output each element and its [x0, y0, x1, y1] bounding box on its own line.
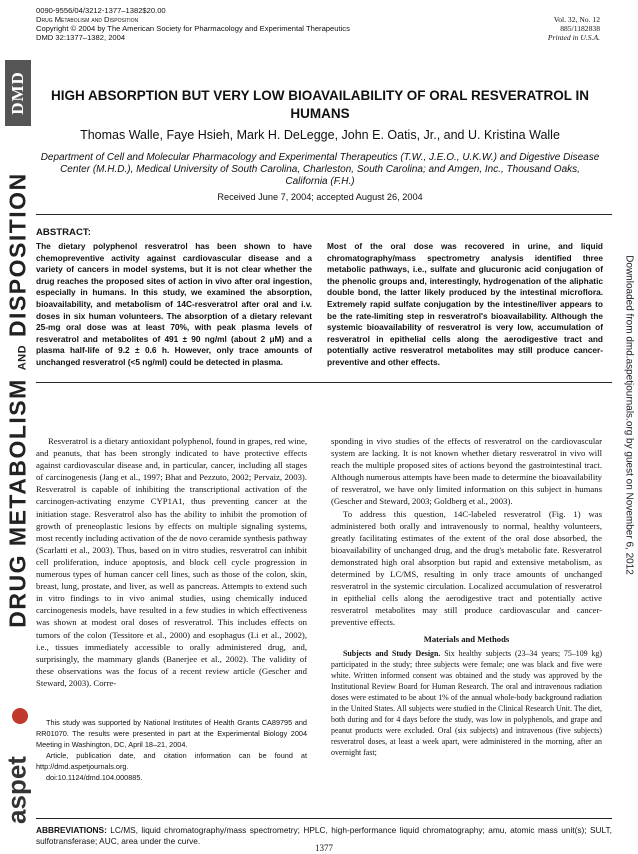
divider-bottom: [36, 818, 612, 819]
abbreviations-block: ABBREVIATIONS: LC/MS, liquid chromatography/mass spectrometry; HPLC, high-performance liquid chromatography; amu, atomic mass unit(s); SULT, sulfotransferase; AUC, area under the curve.: [36, 825, 612, 846]
journal-side-banner: [3, 60, 33, 670]
methods-paragraph: Subjects and Study Design. Six healthy subjects (23–34 years; 75–109 kg) participated in the study; three subjects were female; one was black and five were white. Written informed consent was obtained and the study was approved by the Institutional Review Board for Human Research. The oral and intravenous radiation doses were estimated to be about 1% of the annual whole-body background radiation in the United States. All subjects were studied in the Clinical Research Unit. The diet, both during and for 4 days before the study, was low in polyphenols, and grape and peanut products were excluded. Oral (six subjects) and intravenous (five subjects) resveratrol doses, at least a week apart, were administered in the morning, after an overnight fast;: [331, 648, 602, 757]
aspet-logo-icon: [12, 708, 28, 724]
dmd-logo: DMD: [5, 60, 31, 126]
abstract-heading: ABSTRACT:: [36, 227, 91, 238]
divider-top: [36, 214, 612, 215]
paper-affiliation: Department of Cell and Molecular Pharmacology and Experimental Therapeutics (T.W., J.E.O., U.K.W.) and Digestive Disease Center (M.H.D.), Medical University of South Carolina, Charleston, South Carolina; and Amgen, Inc., Thousand Oaks, California (F.H.): [40, 152, 600, 187]
received-dates: Received June 7, 2004; accepted August 26, 2004: [217, 192, 423, 202]
intro-continuation: sponding in vivo studies of the effects of resveratrol on the cardiovascular system are lacking. It is not known whether dietary resveratrol in vivo will reach the multiple proposed sites of actions beyond the gastrointestinal tract. Although numerous attempts have been made to determine the bioavailability of resveratrol, we have only limited information on this subject in humans (Gescher and Steward, 2003; Goldberg et al., 2003).: [331, 436, 602, 507]
question-paragraph: To address this question, 14C-labeled resveratrol (Fig. 1) was administered both orally and intravenously to normal, healthy volunteers, greatly facilitating estimates of the extent of the oral dose absorbed, the bioavailability of unchanged drug, and the drug's metabolic fate. Resveratrol demonstrated high oral absorption but rapid and extensive metabolism, as determined by LC/MS, resulting in only trace amounts of unchanged resveratrol in the systemic circulation. Localized accumulation of resveratrol in epithelial cells along the aerodigestive tract and potentially active resveratrol metabolites may still produce cardiovascular and cancer-preventive effects.: [331, 508, 602, 628]
abstract-right-column: Most of the oral dose was recovered in urine, and liquid chromatography/mass spectrometry analysis identified three metabolic pathways, i.e., sulfate and glucuronic acid conjugation of the phenolic groups and, interestingly, hydrogenation of the aliphatic double bond, the latter likely produced by the intestinal microflora. Extremely rapid sulfate conjugation by the intestine/liver appears to be the rate-limiting step in resveratrol's bioavailability. Although the systemic bioavailability of resveratrol is very low, accumulation of resveratrol in epithelial cells along the aerodigestive tract and potentially active resveratrol metabolites may still produce cancer-preventive and other effects.: [327, 241, 603, 367]
intro-paragraph: Resveratrol is a dietary antioxidant polyphenol, found in grapes, red wine, and peanuts, that has been strongly indicated to have protective effects against cardiovascular disease and, in particular, cancer, including all stages of carcinogenesis (Jang et al., 1997; Bhat and Pezzuto, 2002; Pervaiz, 2003). Resveratrol is capable of inhibiting the transcriptional activation of the carcinogen-activating enzyme CYP1A1, thus preventing cancer at the initiation stage. Resveratrol also has the ability to inhibit the promotion of growth of preneoplastic lesions by effects on multiple signaling systems, most recently including activation of the de novo ceramide synthesis pathway (Scarlatti et al., 2003). Thus, based on in vitro studies, resveratrol can inhibit cell proliferation, induce apoptosis, and block cell cycle progression in numerous types of human cancer cell lines, such as those of the colon, skin, breast, lung, prostate, and liver, as well as pancreas. Attempts to extend such in vitro findings to in vivo animal studies, using chemically induced carcinogenesis models, have resulted in a few studies in which effectiveness was shown at modest oral doses of resveratrol. This includes effects on tumors of the colon (Tessitore et al., 2000) and esophagus (Li et al., 2002), i.e., tissues immediately accessible to orally administered drug, and, surprisingly, the mammary glands (Banerjee et al., 2002). The validity of these observations was the focus of a recent review article (Gescher and Steward, 2003). Corre-: [36, 436, 307, 688]
divider-abstract: [36, 382, 612, 383]
header-right: Vol. 32, No. 12 885/1182838 Printed in U.S.A.: [547, 15, 600, 42]
header-left: 0090-9556/04/3212-1377–1382$20.00 Drug Metabolism and Disposition Copyright © 2004 by The American Society for Pharmacology and Experimental Therapeutics DMD 32:1377–1382, 2004: [36, 6, 350, 42]
journal-vertical-title: DRUG METABOLISM AND DISPOSITION: [4, 172, 31, 628]
body-right-column: [331, 435, 602, 758]
download-watermark: Downloaded from dmd.aspetjournals.org by guest on November 6, 2012: [623, 255, 635, 575]
aspet-logo: aspet: [2, 700, 32, 840]
abstract-left-column: The dietary polyphenol resveratrol has been shown to have chemopreventive activity against cardiovascular disease and a variety of cancers in model systems, but it is not clear whether the drug reaches the proposed sites of action in vivo after oral ingestion, especially in humans. In this study, we examined the absorption, bioavailability, and metabolism of 14C-resveratrol after oral and i.v. doses in six human volunteers. The absorption of a dietary relevant 25-mg oral dose was at least 70%, with peak plasma levels of resveratrol and metabolites of 491 ± 90 ng/ml (about 2 μM) and a plasma half-life of 9.2 ± 0.6 h. However, only trace amounts of unchanged resveratrol (<5 ng/ml) could be detected in plasma.: [36, 241, 312, 367]
paper-title: HIGH ABSORPTION BUT VERY LOW BIOAVAILABILITY OF ORAL RESVERATROL IN HUMANS: [50, 88, 590, 121]
paper-authors: Thomas Walle, Faye Hsieh, Mark H. DeLegge, John E. Oatis, Jr., and U. Kristina Walle: [80, 128, 560, 142]
body-left-column: [36, 435, 307, 689]
page-number: 1377: [315, 843, 333, 853]
methods-heading: Materials and Methods: [423, 633, 510, 644]
funding-footnote: This study was supported by National Institutes of Health Grants CA89795 and RR01070. The results were presented in part at the Experimental Biology 2004 Meeting in Washington, DC, April 18–21, 2004. Article, publication date, and citation information can be found at http://dmd.aspetjournals.org. doi:10.1124/dmd.104.000885.: [36, 718, 307, 782]
